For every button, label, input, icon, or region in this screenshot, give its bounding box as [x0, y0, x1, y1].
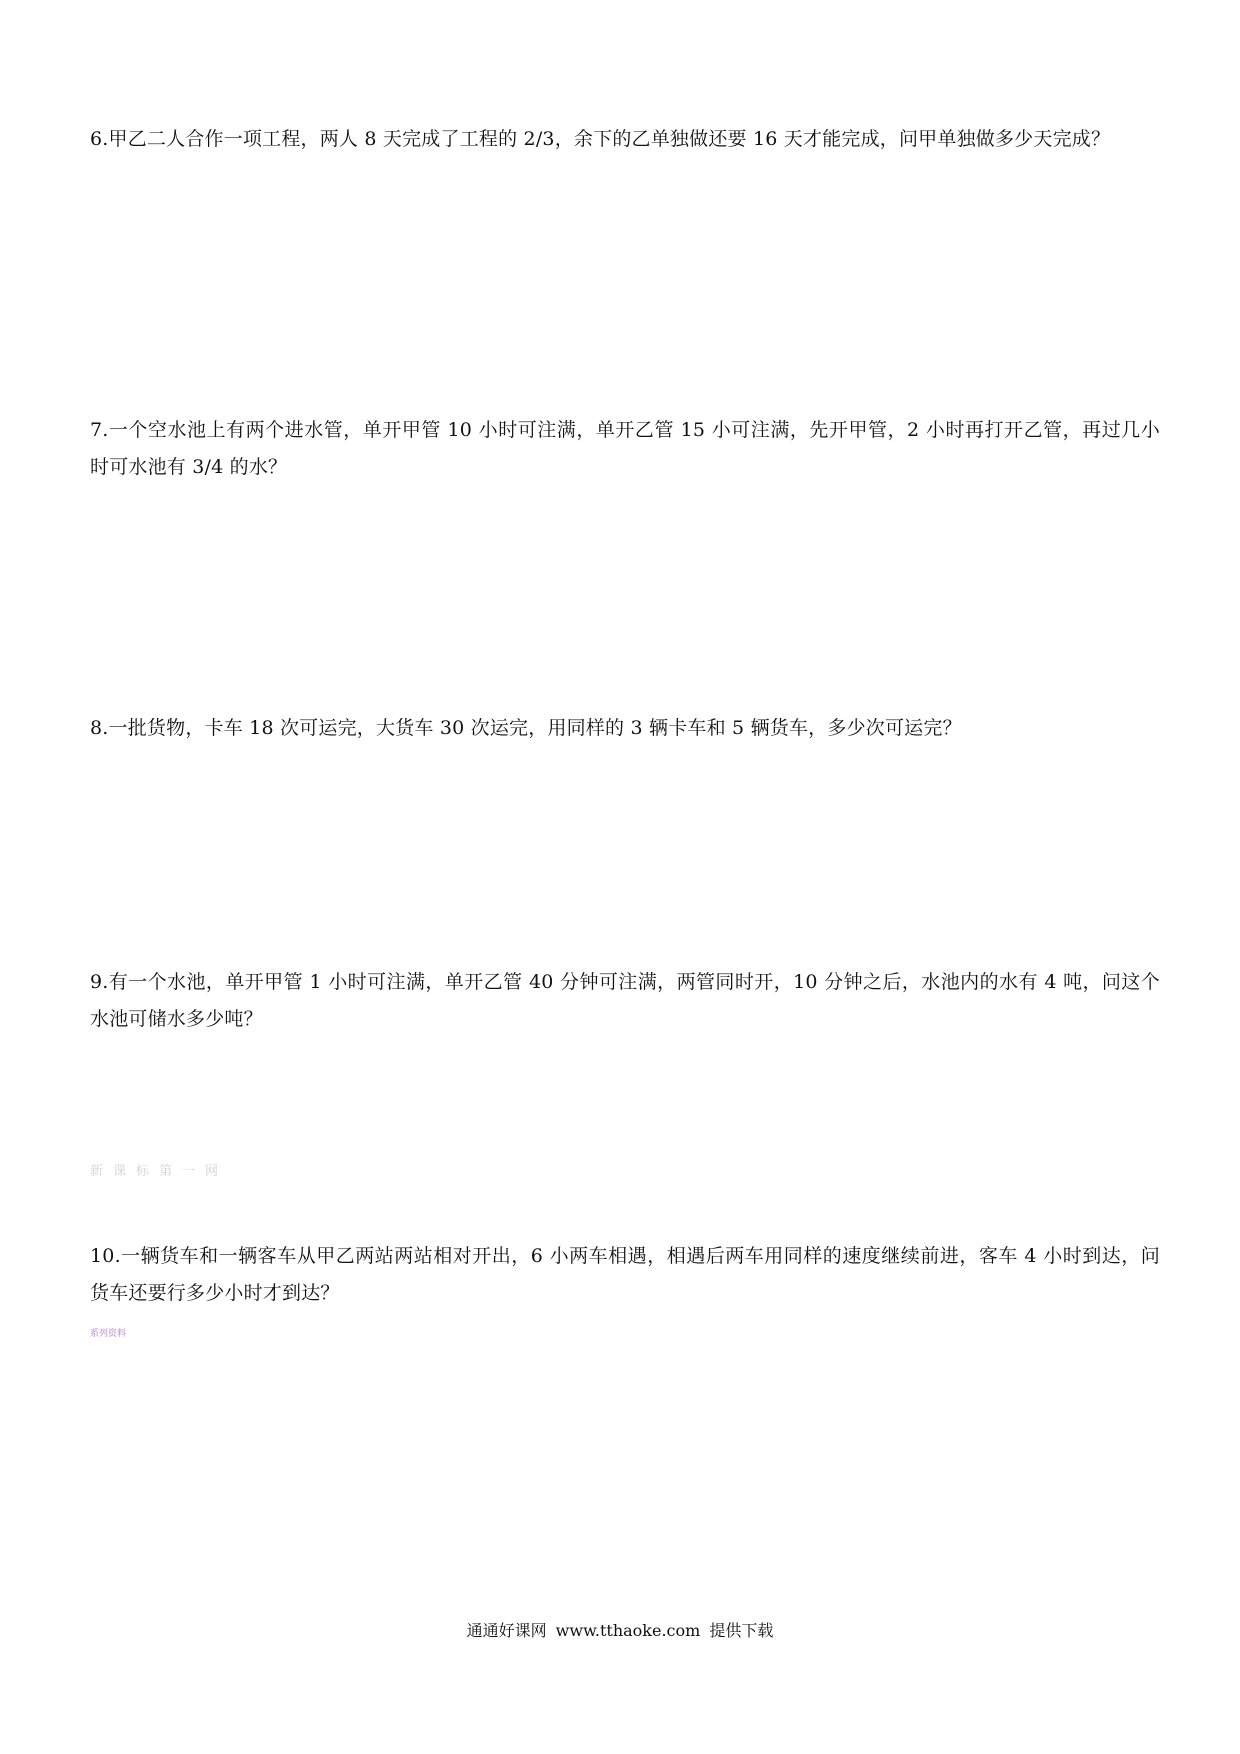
watermark-text: 新课标第一网 [90, 1164, 229, 1179]
question-10: 10.一辆货车和一辆客车从甲乙两站两站相对开出，6 小两车相遇，相遇后两车用同样的速度继续前进，客车 4 小时到达，问货车还要行多少小时才到达？ [90, 1245, 1160, 1304]
series-materials-link[interactable]: 系列资料 [90, 1329, 127, 1339]
question-9: 9.有一个水池，单开甲管 1 小时可注满，单开乙管 40 分钟可注满，两管同时开，10 分钟之后，水池内的水有 4 吨，问这个水池可储水多少吨？ [90, 971, 1160, 1030]
question-7: 7.一个空水池上有两个进水管，单开甲管 10 小时可注满，单开乙管 15 小可注满，先开甲管，2 小时再打开乙管，再过几小时可水池有 3/4 的水？ [90, 419, 1160, 478]
question-6: 6.甲乙二人合作一项工程，两人 8 天完成了工程的 2/3，余下的乙单独做还要 16 天才能完成，问甲单独做多少天完成？ [90, 128, 1111, 150]
page-footer: 通通好课网 www.tthaoke.com 提供下载 [466, 1621, 774, 1640]
question-8: 8.一批货物，卡车 18 次可运完，大货车 30 次运完，用同样的 3 辆卡车和 5 辆货车，多少次可运完？ [90, 717, 962, 739]
